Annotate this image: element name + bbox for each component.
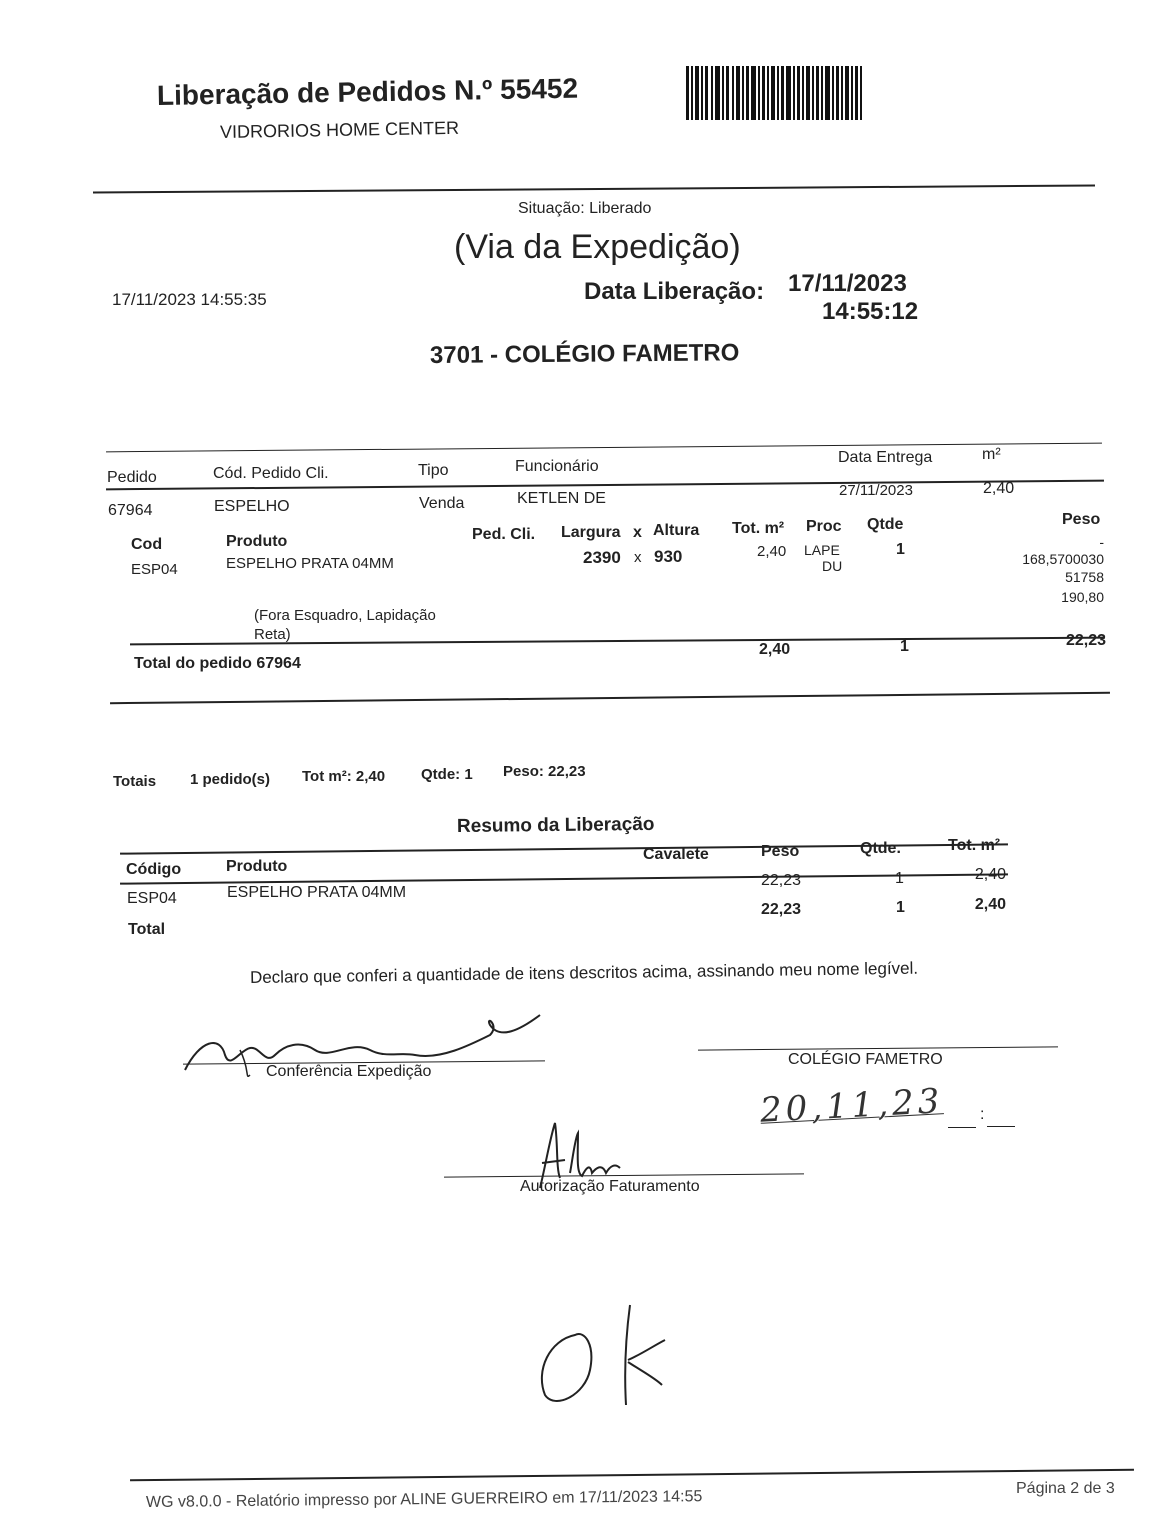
client-name: 3701 - COLÉGIO FAMETRO xyxy=(429,339,740,369)
item-note-line1: (Fora Esquadro, Lapidação xyxy=(254,607,436,624)
summary-total-tot-m2: 2,40 xyxy=(974,896,1006,913)
status-text: Situação: Liberado xyxy=(518,200,652,217)
summary-col-peso: Peso xyxy=(761,843,800,860)
summary-col-qtde: Qtde. xyxy=(860,840,901,857)
order-total-tot-m2: 2,40 xyxy=(759,641,791,658)
order-top-line xyxy=(106,443,1102,453)
summary-row-codigo: ESP04 xyxy=(127,890,177,907)
col-data-entrega: Data Entrega xyxy=(838,449,933,466)
order-funcionario: KETLEN DE xyxy=(517,490,606,507)
item-proc-line2: DU xyxy=(822,558,843,574)
order-m2: 2,40 xyxy=(983,480,1015,497)
item-tot-m2: 2,40 xyxy=(757,543,787,560)
item-col-produto: Produto xyxy=(226,533,288,550)
summary-row-tot-m2: 2,40 xyxy=(974,866,1006,883)
footer-printed-by: WG v8.0.0 - Relatório impresso por ALINE GUERREIRO em 17/11/2023 14:55 xyxy=(145,1488,703,1511)
summary-row-produto: ESPELHO PRATA 04MM xyxy=(227,884,407,901)
item-col-qtde: Qtde xyxy=(867,516,904,533)
item-peso-line3: 190,80 xyxy=(1061,589,1104,605)
faturamento-label: Autorização Faturamento xyxy=(520,1178,700,1195)
summary-col-cavalete: Cavalete xyxy=(643,846,709,863)
item-note-line2: Reta) xyxy=(254,626,291,643)
order-pedido: 67964 xyxy=(108,502,153,519)
col-pedido: Pedido xyxy=(107,469,157,486)
item-peso-line2: 51758 xyxy=(1065,569,1104,585)
item-altura: 930 xyxy=(654,547,683,566)
summary-row-qtde: 1 xyxy=(895,870,904,887)
summary-col-produto: Produto xyxy=(226,858,288,875)
item-produto: ESPELHO PRATA 04MM xyxy=(226,555,394,572)
summary-col-tot-m2: Tot. m² xyxy=(948,837,1001,854)
summary-col-codigo: Código xyxy=(126,861,182,878)
via-label: (Via da Expedição) xyxy=(454,228,741,266)
summary-total-qtde: 1 xyxy=(896,899,905,916)
item-col-peso: Peso xyxy=(1062,511,1101,528)
barcode xyxy=(686,66,866,122)
col-tipo: Tipo xyxy=(418,462,449,479)
order-tipo: Venda xyxy=(419,495,465,512)
totals-tot-m2: Tot m²: 2,40 xyxy=(302,768,386,785)
totals-qtde: Qtde: 1 xyxy=(421,766,473,783)
footer-page: Página 2 de 3 xyxy=(1016,1480,1115,1497)
item-x: x xyxy=(634,549,642,566)
time-placeholder: : xyxy=(980,1106,985,1123)
item-peso-dash: - xyxy=(1099,534,1104,550)
col-cod-pedido-cli: Cód. Pedido Cli. xyxy=(213,465,329,482)
summary-title: Resumo da Liberação xyxy=(456,813,655,837)
item-qtde: 1 xyxy=(896,541,905,558)
header-divider xyxy=(93,185,1095,194)
document-title: Liberação de Pedidos N.º 55452 xyxy=(156,72,579,111)
handwritten-ok xyxy=(530,1300,670,1410)
item-proc-line1: LAPE xyxy=(804,542,840,558)
item-col-cod: Cod xyxy=(131,536,163,553)
order-total-qtde: 1 xyxy=(900,638,909,655)
client-signature-line xyxy=(698,1046,1058,1050)
item-cod: ESP04 xyxy=(131,561,178,578)
item-col-proc: Proc xyxy=(806,518,842,535)
summary-row-peso: 22,23 xyxy=(761,872,802,889)
totals-label: Totais xyxy=(113,773,157,790)
company-name: VIDRORIOS HOME CENTER xyxy=(219,117,460,142)
summary-total-label: Total xyxy=(128,921,166,938)
footer-line xyxy=(130,1469,1134,1482)
item-col-tot-m2: Tot. m² xyxy=(732,520,785,537)
print-datetime: 17/11/2023 14:55:35 xyxy=(112,290,267,309)
release-date: 17/11/2023 xyxy=(788,270,907,297)
totals-pedidos: 1 pedido(s) xyxy=(190,771,271,788)
col-funcionario: Funcionário xyxy=(515,458,599,475)
order-cod-pedido-cli: ESPELHO xyxy=(214,498,290,515)
item-col-largura: Largura xyxy=(561,524,621,541)
item-col-altura: Altura xyxy=(653,522,700,539)
item-col-ped-cli: Ped. Cli. xyxy=(472,526,536,543)
release-time: 14:55:12 xyxy=(822,298,919,325)
item-col-x: x xyxy=(633,524,642,541)
item-largura: 2390 xyxy=(583,548,621,567)
release-date-label: Data Liberação: xyxy=(584,278,765,305)
time-blank-line-2 xyxy=(987,1126,1015,1127)
order-total-peso: 22,23 xyxy=(1065,632,1106,649)
declaration-text: Declaro que conferi a quantidade de itens descritos acima, assinando meu nome legível. xyxy=(249,958,919,987)
item-peso-line1: 168,5700030 xyxy=(1022,551,1104,567)
time-blank-line-1 xyxy=(948,1127,976,1128)
order-data-entrega: 27/11/2023 xyxy=(839,482,913,499)
order-total-label: Total do pedido 67964 xyxy=(134,655,301,672)
expedicao-label: Conferência Expedição xyxy=(266,1063,432,1080)
client-signature-label: COLÉGIO FAMETRO xyxy=(788,1051,943,1068)
totals-peso: Peso: 22,23 xyxy=(503,763,586,780)
col-m2: m² xyxy=(982,446,1001,463)
summary-total-peso: 22,23 xyxy=(761,901,802,918)
order-bottom-line xyxy=(110,692,1110,704)
handwritten-date: 20,11,23 xyxy=(759,1081,945,1131)
